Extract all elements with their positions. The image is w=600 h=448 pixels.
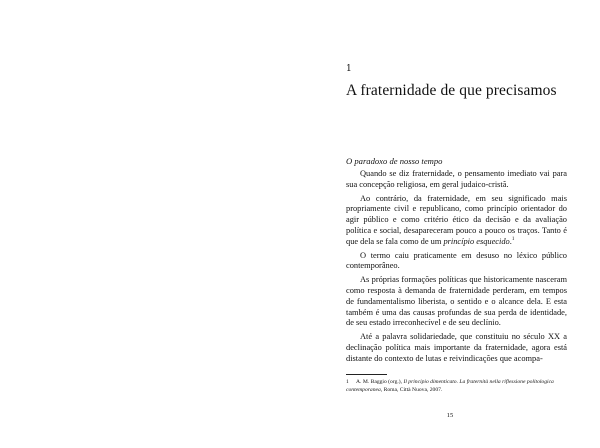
paragraph-3: O termo caiu praticamente em desuso no léxico público contemporâneo.	[346, 250, 567, 271]
footnote-publisher: , Roma, Città Nuova, 2007.	[380, 386, 443, 393]
chapter-title: A fraternidade de que precisamos	[346, 82, 557, 99]
footnote-divider	[346, 374, 387, 375]
footnote-reference: 1	[511, 236, 515, 242]
footnote	[346, 379, 567, 394]
footnote-author: A. M. Baggio (org.),	[356, 379, 404, 385]
footnote-number: 1	[346, 379, 349, 385]
paragraph-2-period: .	[509, 236, 512, 246]
footnote-book-title: Il principio dimenticato. La fraternità nella riflessione politologica contemporanea	[346, 379, 554, 393]
paragraph-1: Quando se diz fraternidade, o pensamento imediato vai para sua concepção religiosa, em geral judaico-cristã.	[346, 169, 567, 189]
page-number: 15	[446, 412, 454, 419]
chapter-number: 1	[346, 64, 352, 74]
forgotten-principle-phrase: princípio esquecido	[443, 236, 510, 246]
section-title: O paradoxo de nosso tempo	[346, 156, 443, 166]
body-text	[346, 169, 567, 368]
paragraph-2	[346, 194, 567, 248]
paragraph-2-text: Ao contrário, da fraternidade, em seu significado mais propriamente civil e republicano, como princípio orientador do agir público e como critério ético da decisão e da avaliação política e social, desapareceram pouco a pouco os traços. Tanto é que dela se fala como de um	[346, 193, 567, 246]
paragraph-4: As próprias formações políticas que historicamente nasceram como resposta à demanda de fraternidade perderam, em tempos de fundamentalismo liberista, o sentido e o alcance dela. E esta também é uma das causas profundas de sua perda de identidade, de seu estado irreconhecível e de seu declínio.	[346, 275, 567, 328]
paragraph-5: Até a palavra solidariedade, que constituiu no século XX a declinação política mais importante da fraternidade, agora está distante do contexto de lutas e reivindicações que acompa-	[346, 332, 567, 363]
